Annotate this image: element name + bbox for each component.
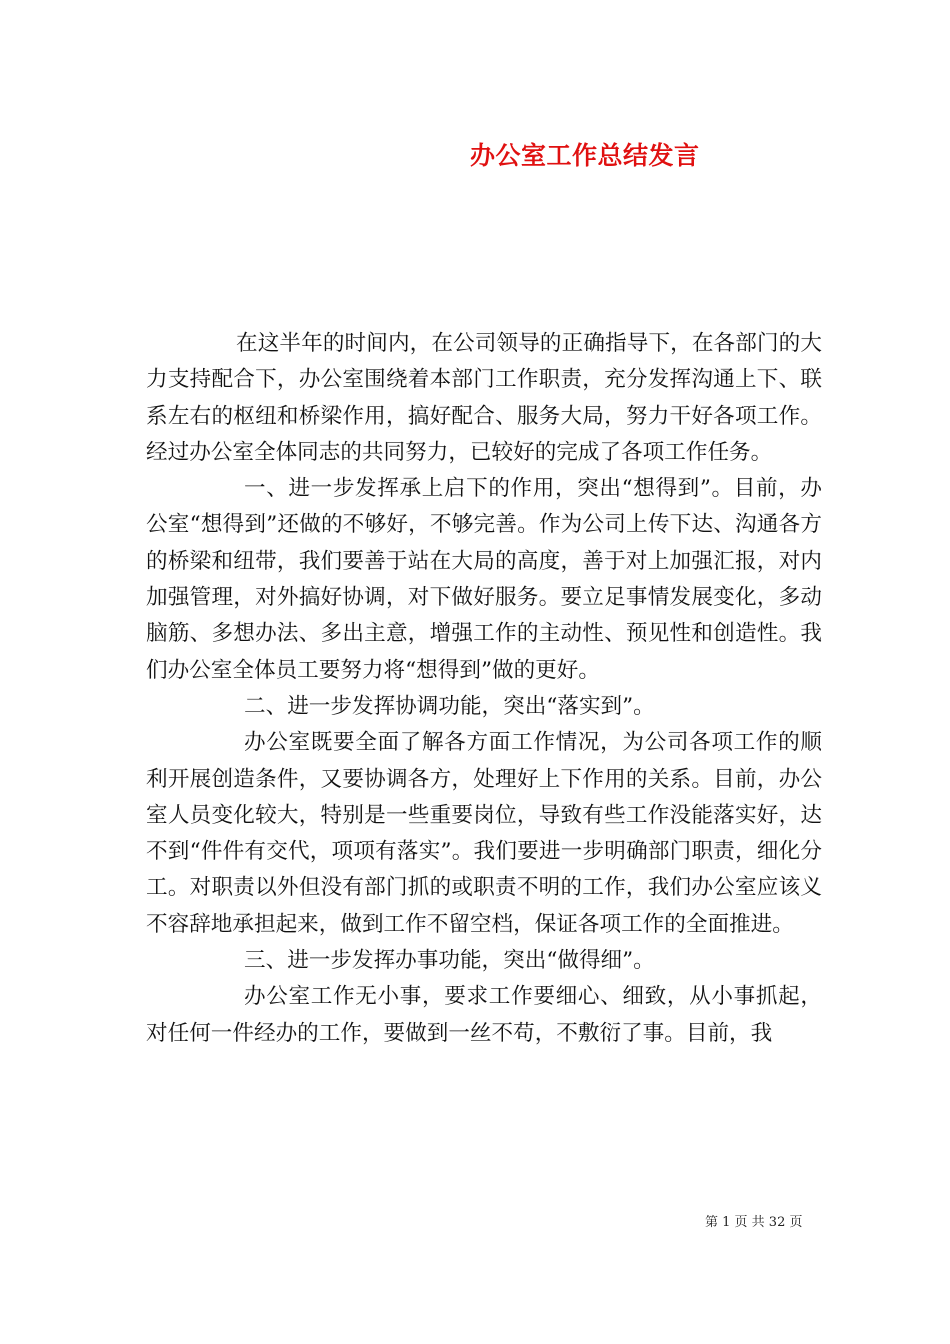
paragraph-section-2: 办公室既要全面了解各方面工作情况，为公司各项工作的顺利开展创造条件，又要协调各方，处理好上下作用的关系。目前，办公室人员变化较大，特别是一些重要岗位，导致有些工作没能落实好，达不到“件件有交代，项项有落实”。我们要进一步明确部门职责，细化分工。对职责以外但没有部门抓的或职责不明的工作，我们办公室应该义不容辞地承担起来，做到工作不留空档，保证各项工作的全面推进。 bbox=[146, 730, 822, 937]
page-number-footer: 第 1 页 共 32 页 bbox=[705, 1215, 803, 1230]
paragraph-section-1: 一、进一步发挥承上启下的作用，突出“想得到”。目前，办公室“想得到”还做的不够好，不够完善。作为公司上传下达、沟通各方的桥梁和纽带，我们要善于站在大局的高度，善于对上加强汇报，对内加强管理，对外搞好协调，对下做好服务。要立足事情发展变化，多动脑筋、多想办法、多出主意，增强工作的主动性、预见性和创造性。我们办公室全体员工要努力将“想得到”做的更好。 bbox=[146, 476, 822, 683]
document-body bbox=[146, 326, 822, 1052]
paragraph-intro: 在这半年的时间内，在公司领导的正确指导下，在各部门的大力支持配合下，办公室围绕着本部门工作职责，充分发挥沟通上下、联系左右的枢纽和桥梁作用，搞好配合、服务大局，努力干好各项工作。经过办公室全体同志的共同努力，已较好的完成了各项工作任务。 bbox=[146, 331, 822, 465]
paragraph-section-3: 办公室工作无小事，要求工作要细心、细致，从小事抓起，对任何一件经办的工作，要做到一丝不苟，不敷衍了事。目前，我 bbox=[146, 984, 822, 1046]
document-title: 办公室工作总结发言 bbox=[470, 141, 700, 170]
section-2-heading: 二、进一步发挥协调功能，突出“落实到”。 bbox=[244, 693, 655, 719]
section-3-heading: 三、进一步发挥办事功能，突出“做得细”。 bbox=[244, 948, 655, 974]
